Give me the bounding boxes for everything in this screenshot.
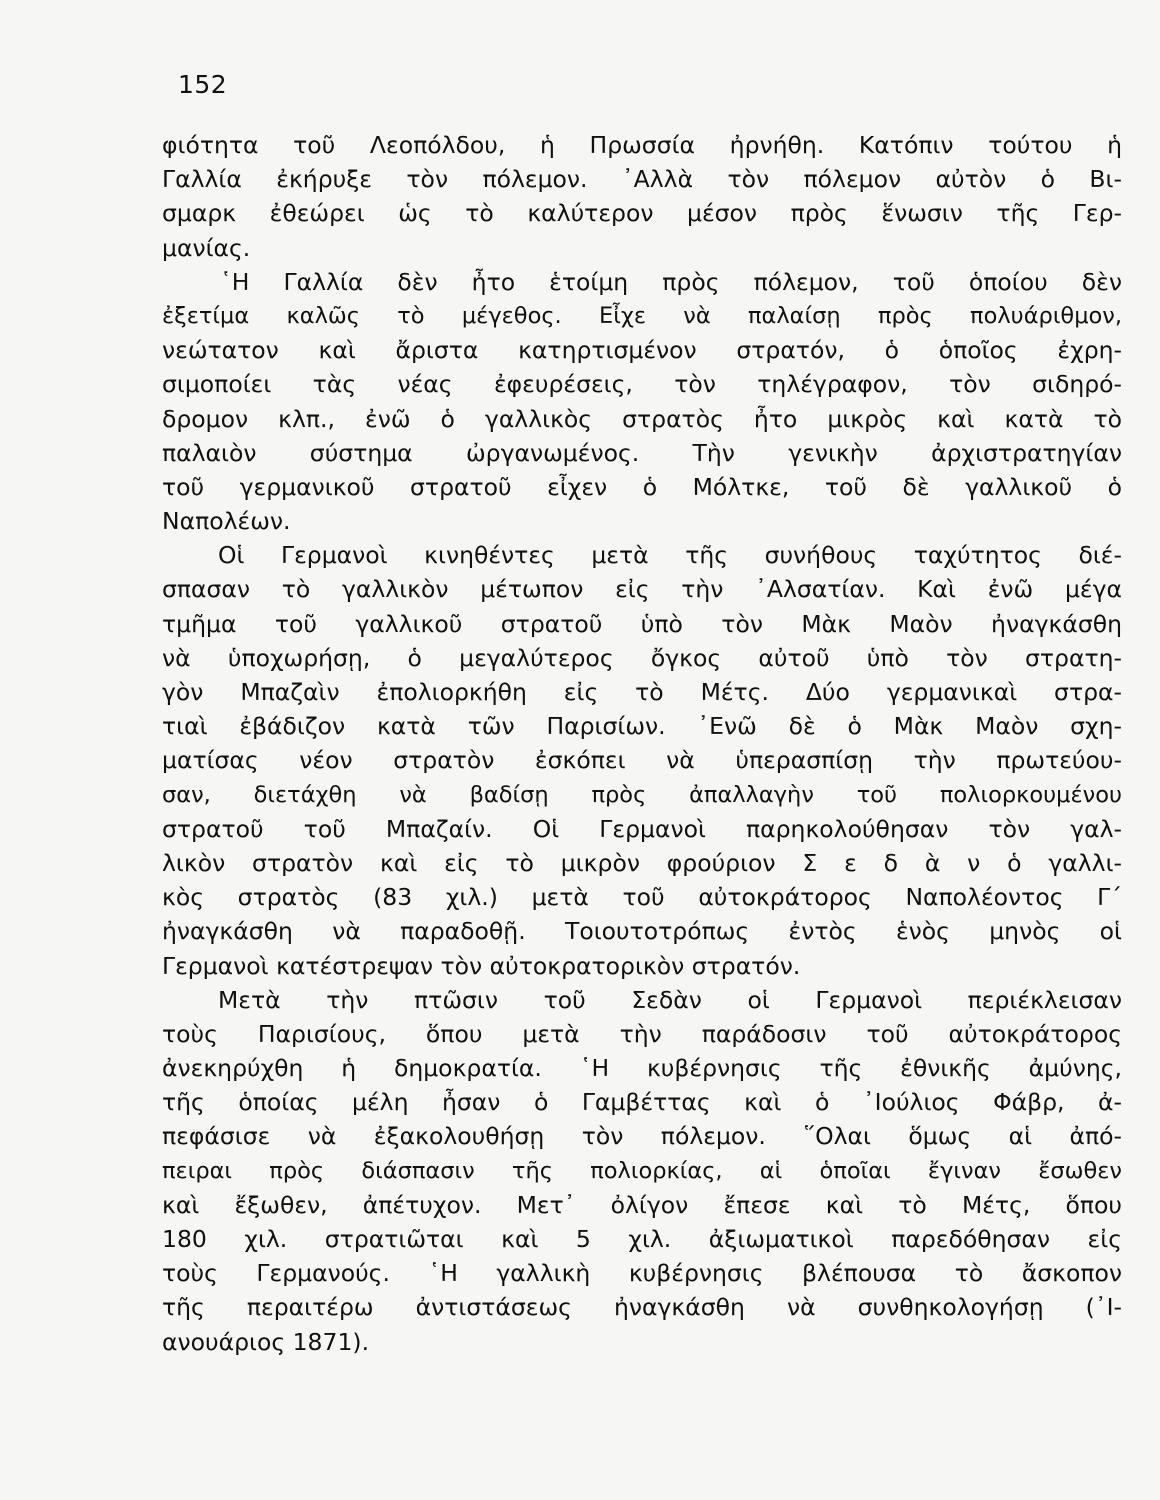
text-line: 180 χιλ. στρατιῶται καὶ 5 χιλ. ἀξιωματικοὶ παρεδόθησαν εἰς [162, 1225, 1122, 1253]
text-line: ματίσας νέον στρατὸν ἐσκόπει νὰ ὑπερασπίσῃ τὴν πρωτεύου- [162, 746, 1122, 775]
text-line: νὰ ὑποχωρήσῃ, ὁ μεγαλύτερος ὄγκος αὐτοῦ ὑπὸ τὸν στρατη- [162, 643, 1122, 672]
text-line: στρατοῦ τοῦ Μπαζαίν. Οἱ Γερμανοὶ παρηκολούθησαν τὸν γαλ- [162, 814, 1122, 843]
text-line: σιμοποίει τὰς νέας ἐφευρέσεις, τὸν τηλέγραφον, τὸν σιδηρό- [162, 370, 1122, 399]
page-number: 152 [178, 70, 228, 99]
text-line: ἀνεκηρύχθη ἡ δημοκρατία. ῾Η κυβέρνησις τῆς ἐθνικῆς ἀμύνης, [162, 1054, 1122, 1083]
text-line: τοὺς Παρισίους, ὅπου μετὰ τὴν παράδοσιν τοῦ αὐτοκράτορος [162, 1019, 1122, 1048]
text-line: ῾Η Γαλλία δὲν ἦτο ἑτοίμη πρὸς πόλεμον, τοῦ ὁποίου δὲν [220, 267, 1122, 296]
text-line: ἠναγκάσθη νὰ παραδοθῇ. Τοιουτοτρόπως ἐντὸς ἑνὸς μηνὸς οἱ [162, 917, 1122, 946]
text-line: καὶ ἔξωθεν, ἀπέτυχον. Μετ᾿ ὀλίγον ἔπεσε καὶ τὸ Μέτς, ὅπου [162, 1190, 1122, 1219]
text-line: τοῦ γερμανικοῦ στρατοῦ εἶχεν ὁ Μόλτκε, τοῦ δὲ γαλλικοῦ ὁ [162, 472, 1122, 501]
text-line: Μετὰ τὴν πτῶσιν τοῦ Σεδὰν οἱ Γερμανοὶ περιέκλεισαν [218, 985, 1122, 1014]
text-line: Οἱ Γερμανοὶ κινηθέντες μετὰ τῆς συνήθους ταχύτητος διέ- [218, 541, 1122, 570]
text-line: λικὸν στρατὸν καὶ εἰς τὸ μικρὸν φρούριον Σ ε δ ὰ ν ὁ γαλλι- [162, 848, 1122, 877]
text-line: τοὺς Γερμανούς. ῾Η γαλλικὴ κυβέρνησις βλέπουσα τὸ ἄσκοπον [162, 1259, 1122, 1288]
text-line: ανουάριος 1871). [162, 1327, 370, 1356]
text-line: σαν, διετάχθη νὰ βαδίσῃ πρὸς ἀπαλλαγὴν τοῦ πολιορκουμένου [162, 781, 1122, 808]
text-line: τιαὶ ἐβάδιζον κατὰ τῶν Παρισίων. ᾿Ενῶ δὲ ὁ Μὰκ Μαὸν σχη- [162, 712, 1122, 741]
text-line: Ναπολέων. [162, 507, 291, 536]
text-line: σπασαν τὸ γαλλικὸν μέτωπον εἰς τὴν ᾿Αλσατίαν. Καὶ ἐνῶ μέγα [162, 575, 1122, 604]
text-line: τμῆμα τοῦ γαλλικοῦ στρατοῦ ὑπὸ τὸν Μὰκ Μαὸν ἠναγκάσθη [162, 609, 1122, 638]
text-line: Γαλλία ἐκήρυξε τὸν πόλεμον. ᾿Αλλὰ τὸν πόλεμον αὐτὸν ὁ Βι- [162, 165, 1122, 194]
text-line: τῆς περαιτέρω ἀντιστάσεως ἠναγκάσθη νὰ συνθηκολογήσῃ (᾿Ι- [162, 1293, 1122, 1322]
text-line: τῆς ὁποίας μέλη ἦσαν ὁ Γαμβέττας καὶ ὁ ᾿Ιούλιος Φάβρ, ἀ- [162, 1088, 1122, 1117]
text-line: σμαρκ ἐθεώρει ὡς τὸ καλύτερον μέσον πρὸς ἕνωσιν τῆς Γερ- [162, 199, 1122, 228]
text-line: πεφάσισε νὰ ἐξακολουθήσῃ τὸν πόλεμον. ῞Ολαι ὅμως αἱ ἀπό- [162, 1122, 1122, 1151]
text-line: ἐξετίμα καλῶς τὸ μέγεθος. Εἶχε νὰ παλαίσῃ πρὸς πολυάριθμον, [162, 302, 1122, 329]
text-line: μανίας. [162, 233, 251, 262]
text-line: δρομον κλπ., ἐνῶ ὁ γαλλικὸς στρατὸς ἦτο μικρὸς καὶ κατὰ τὸ [162, 404, 1122, 433]
text-line: νεώτατον καὶ ἄριστα κατηρτισμένον στρατόν, ὁ ὁποῖος ἐχρη- [162, 336, 1122, 365]
text-line: φιότητα τοῦ Λεοπόλδου, ἡ Πρωσσία ἠρνήθη. Κατόπιν τούτου ἡ [162, 131, 1122, 159]
text-line: πειραι πρὸς διάσπασιν τῆς πολιορκίας, αἱ ὁποῖαι ἔγιναν ἔσωθεν [162, 1157, 1122, 1184]
text-line: Γερμανοὶ κατέστρεψαν τὸν αὐτοκρατορικὸν στρατόν. [162, 951, 801, 980]
text-line: κὸς στρατὸς (83 χιλ.) μετὰ τοῦ αὐτοκράτορος Ναπολέοντος Γ΄ [162, 883, 1122, 912]
body-text [162, 128, 1122, 1359]
text-line: γὸν Μπαζαὶν ἐπολιορκήθη εἰς τὸ Μέτς. Δύο γερμανικαὶ στρα- [162, 678, 1122, 706]
text-line: παλαιὸν σύστημα ὠργανωμένος. Τὴν γενικὴν ἀρχιστρατηγίαν [162, 438, 1122, 467]
